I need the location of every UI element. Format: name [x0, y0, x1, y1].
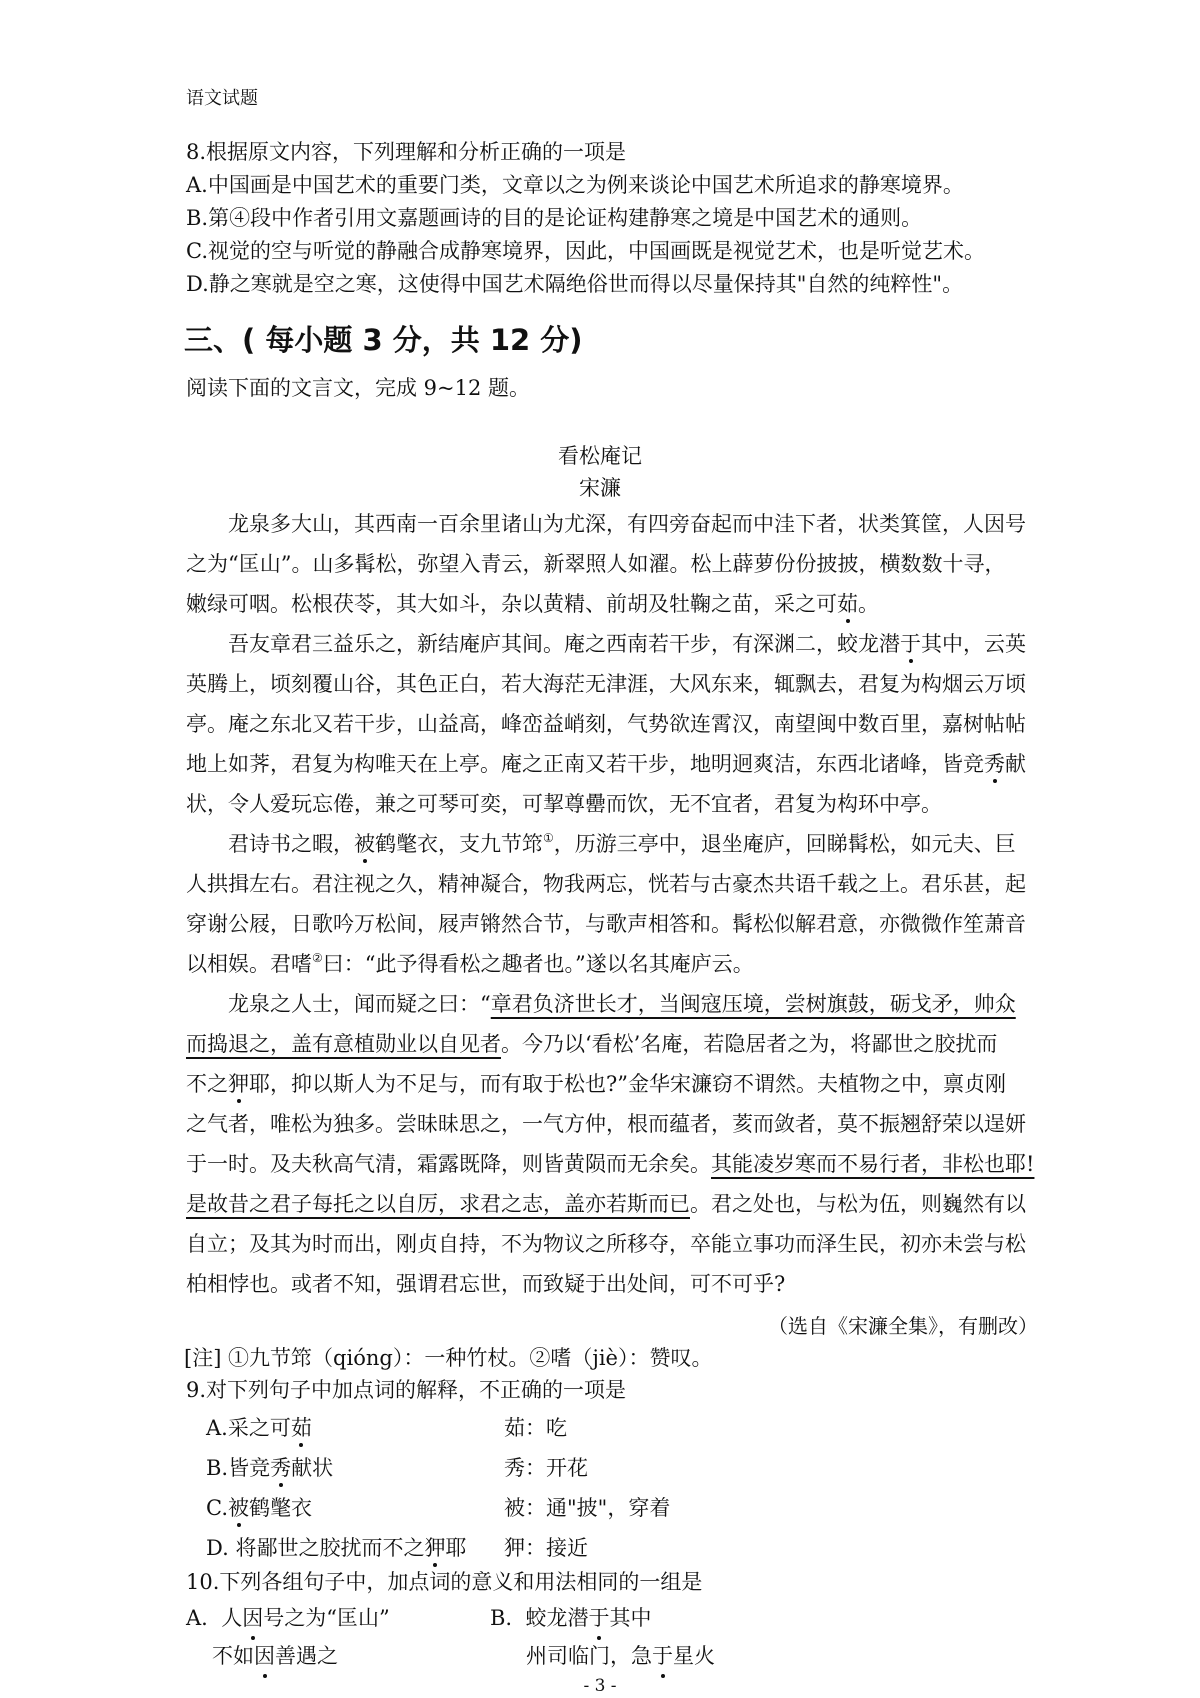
- passage-line: 龙泉多大山，其西南一百余里诸山为尤深，有四旁奋起而中洼下者，状类箕筐，人因号: [186, 512, 1026, 536]
- q8-option-b: B.第④段中作者引用文嘉题画诗的目的是论证构建静寒之境是中国艺术的通则。: [186, 206, 923, 230]
- option-text: 善遇之: [275, 1644, 338, 1668]
- passage-text: 。今乃以‘看松’名庵，若隐居者之为，将鄙世之胶扰而: [501, 1032, 998, 1056]
- q10-option-line: [186, 1602, 390, 1635]
- passage-text: 嫩绿可咽。松根茯苓，其大如斗，杂以黄精、前胡及牡鞠之苗，采之可: [186, 592, 837, 616]
- dotted-word: 于: [588, 1602, 609, 1635]
- passage-text: 献: [1005, 752, 1026, 776]
- passage-line: [186, 1028, 997, 1058]
- option-explanation: 秀：开花: [504, 1456, 588, 1480]
- passage-line: 亭。庵之东北又若干步，山益高，峰峦益峭刻，气势欲连霄汉，南望闽中数百里，嘉树帖帖: [186, 712, 1026, 736]
- option-text: C.: [206, 1496, 228, 1520]
- option-text: 州司临门，急: [526, 1644, 652, 1668]
- passage-line: [186, 1068, 1006, 1098]
- passage-text: 以相娱。君嗜: [186, 952, 312, 976]
- passage-line: [186, 588, 879, 618]
- dotted-word: 狎: [424, 1532, 445, 1562]
- option-text: 人: [221, 1606, 243, 1630]
- q8-option-d: D.静之寒就是空之寒，这使得中国艺术隔绝俗世而得以尽量保持其"自然的纯粹性"。: [186, 272, 964, 296]
- q8-option-c: C.视觉的空与听觉的静融合成静寒境界，因此，中国画既是视觉艺术，也是听觉艺术。: [186, 239, 985, 263]
- passage-text: 不之: [186, 1072, 228, 1096]
- section-title: 三、( 每小题 3 分，共 12 分): [184, 323, 583, 357]
- option-text: 号之为“匡山”: [263, 1606, 390, 1630]
- passage-line: 穿谢公屐，日歌吟万松间，屐声锵然合节，与歌声相答和。髯松似解君意，亦微微作笙萧音: [186, 912, 1026, 936]
- passage-line: 状，令人爱玩忘倦，兼之可琴可奕，可挈尊罍而饮，无不宜者，君复为构环中亭。: [186, 792, 942, 816]
- passage-text: 龙泉之人士，闻而疑之曰：“: [186, 992, 491, 1016]
- dotted-word: 因: [242, 1602, 263, 1635]
- passage-text: 。君之处也，与松为伍，则巍然有以: [690, 1192, 1026, 1216]
- option-text: 其中: [609, 1606, 652, 1630]
- dotted-word: 狎: [228, 1068, 249, 1098]
- passage-text: 耶，抑以斯人为不足与，而有取于松也?”金华宋濂窃不谓然。夫植物之中，禀贞刚: [249, 1072, 1006, 1096]
- passage-line: 英腾上，顷刻覆山谷，其色正白，若大海茫无津涯，大风东来，辄飘去，君复为构烟云万顷: [186, 672, 1026, 696]
- underlined-sentence: 章君负济世长才，当闽寇压境，尝树旗鼓，砺戈矛，帅众: [490, 992, 1016, 1016]
- option-label: B.: [490, 1606, 513, 1630]
- passage-text: 于一时。及夫秋高气清，霜露既降，则皆黄陨而无余矣。: [186, 1152, 711, 1176]
- section-instruction: 阅读下面的文言文，完成 9~12 题。: [186, 376, 531, 400]
- dotted-word: 于: [652, 1640, 673, 1673]
- option-text: 星火: [673, 1644, 715, 1668]
- passage-line: 柏相悖也。或者不知，强谓君忘世，而致疑于出处间，可不可乎?: [186, 1272, 786, 1296]
- q10-option-line: [212, 1640, 338, 1673]
- option-text: 献状: [291, 1456, 334, 1480]
- passage-line: [186, 628, 1026, 658]
- passage-author: 宋濂: [579, 476, 621, 500]
- q8-stem: 8.根据原文内容，下列理解和分析正确的一项是: [186, 140, 627, 164]
- dotted-word: 于: [900, 628, 921, 658]
- underlined-sentence: 是故昔之君子每托之以自厉，求君之志，盖亦若斯而已: [186, 1192, 690, 1216]
- option-text: 不如: [212, 1644, 254, 1668]
- option-explanation: 狎：接近: [504, 1536, 588, 1560]
- option-text: 蛟龙潜: [525, 1606, 589, 1630]
- underlined-sentence: 而捣退之，盖有意植勋业以自见者: [186, 1032, 501, 1056]
- footnote-marker: ①: [543, 831, 554, 845]
- notes: [注] ①九节筇（qióng）：一种竹杖。②嗜（jiè）：赞叹。: [184, 1346, 713, 1370]
- q9-option-c: [206, 1492, 671, 1522]
- q10-option-line: [490, 1602, 651, 1635]
- passage-text: 。: [858, 592, 879, 616]
- q9-option-b: [206, 1452, 588, 1482]
- passage-line: [186, 1188, 1026, 1218]
- passage-line: [186, 1148, 1034, 1178]
- option-text: 耶: [445, 1536, 467, 1560]
- passage-text: 曰：“此予得看松之趣者也。”遂以名其庵庐云。: [322, 952, 754, 976]
- dotted-word: 被: [354, 828, 375, 858]
- passage-source: （选自《宋濂全集》，有删改）: [768, 1314, 1038, 1338]
- passage-line: [186, 988, 1016, 1018]
- passage-line: [186, 948, 754, 978]
- underlined-sentence: 其能凌岁寒而不易行者，非松也耶!: [711, 1152, 1035, 1176]
- passage-text: 地上如荠，君复为构唯天在上亭。庵之正南又若干步，地明迥爽洁，东西北诸峰，皆竞: [186, 752, 984, 776]
- page-header: 语文试题: [186, 88, 258, 109]
- option-text: B.皆竞: [206, 1456, 271, 1480]
- passage-line: [186, 828, 1016, 858]
- passage-text: 吾友章君三益乐之，新结庵庐其间。庵之西南若干步，有深渊二，蛟龙潜: [186, 632, 900, 656]
- footnote-marker: ②: [312, 951, 323, 965]
- q10-stem: 10.下列各组句子中，加点词的意义和用法相同的一组是: [186, 1570, 703, 1594]
- passage-line: 人拱揖左右。君注视之久，精神凝合，物我两忘，恍若与古豪杰共语千载之上。君乐甚，起: [186, 872, 1026, 896]
- passage-line: 之气者，唯松为独多。尝昧昧思之，一气方仲，根而蕴者，荄而敛者，莫不振翘舒荣以逞妍: [186, 1112, 1026, 1136]
- q9-option-d: [206, 1532, 588, 1562]
- option-label: A.: [186, 1606, 208, 1630]
- dotted-word: 秀: [984, 748, 1005, 778]
- option-text: D. 将鄙世之胶扰而不之: [206, 1536, 425, 1560]
- option-explanation: 茹：吃: [504, 1416, 567, 1440]
- passage-text: 鹤氅衣，支九节筇: [375, 832, 543, 856]
- page-number: - 3 -: [583, 1676, 617, 1696]
- q9-option-a: [206, 1412, 567, 1442]
- dotted-word: 被: [228, 1492, 249, 1522]
- passage-line: 自立；及其为时而出，刚贞自持，不为物议之所移夺，卒能立事功而泽生民，初亦未尝与松: [186, 1232, 1026, 1256]
- option-explanation: 被：通"披"，穿着: [504, 1496, 671, 1520]
- passage-text: 君诗书之暇，: [186, 832, 354, 856]
- dotted-word: 茹: [837, 588, 858, 618]
- passage-title: 看松庵记: [558, 444, 642, 468]
- dotted-word: 因: [254, 1640, 275, 1673]
- dotted-word: 秀: [270, 1452, 291, 1482]
- option-text: 鹤氅衣: [249, 1496, 312, 1520]
- option-text: A.采之可: [206, 1416, 291, 1440]
- q10-option-line: [526, 1640, 715, 1673]
- q8-option-a: A.中国画是中国艺术的重要门类，文章以之为例来谈论中国艺术所追求的静寒境界。: [186, 173, 964, 197]
- dotted-word: 茹: [291, 1412, 312, 1442]
- passage-line: [186, 748, 1026, 778]
- passage-text: 其中，云英: [921, 632, 1026, 656]
- q9-stem: 9.对下列句子中加点词的解释，不正确的一项是: [186, 1378, 627, 1402]
- passage-text: ，历游三亭中，退坐庵庐，回睇髯松，如元夫、巨: [553, 832, 1016, 856]
- passage-line: 之为“匡山”。山多髯松，弥望入青云，新翠照人如濯。松上薜萝份份披披，横数数十寻，: [186, 552, 1006, 576]
